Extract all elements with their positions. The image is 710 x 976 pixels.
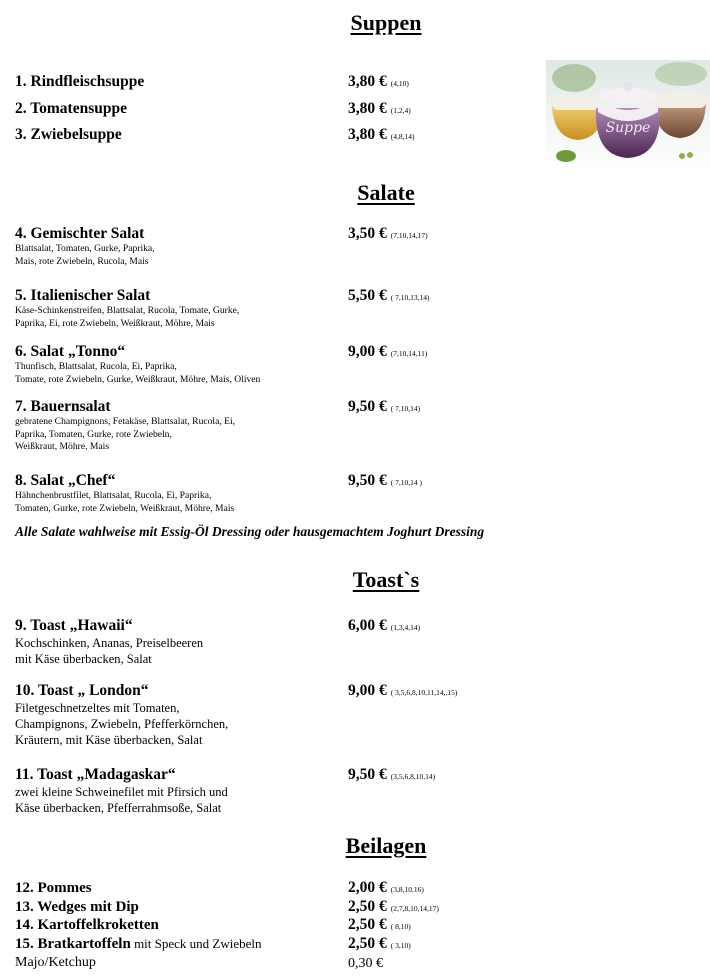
menu-item-price: 0,30 € — [348, 956, 383, 971]
menu-item-desc: zwei kleine Schweinefilet mit Pfirsich und — [15, 785, 228, 799]
menu-item-name: 5. Italienischer Salat — [15, 287, 151, 304]
soup-pots-photo — [546, 60, 710, 168]
menu-item — [15, 682, 345, 748]
menu-item-desc: Hähnchenbrustfilet, Blattsalat, Rucola, Ei, Paprika, — [15, 490, 212, 501]
menu-item-price: 9,50 € (3,5,6,8,10,14) — [348, 766, 436, 783]
menu-item-name: 6. Salat „Tonno“ — [15, 343, 126, 360]
menu-item-desc: Tomate, rote Zwiebeln, Gurke, Weißkraut, Möhre, Mais, Oliven — [15, 373, 261, 385]
menu-item — [15, 343, 345, 386]
menu-item-desc: Thunfisch, Blattsalat, Rucola, Ei, Paprika, — [15, 361, 177, 372]
dressing-note: Alle Salate wahlweise mit Essig-Öl Dressing oder hausgemachtem Joghurt Dressing — [15, 524, 485, 539]
menu-item-price: 2,50 € ( 3,10) — [348, 935, 411, 952]
section-title-toasts: Toast`s — [352, 567, 420, 592]
menu-item-desc: Paprika, Tomaten, Gurke, rote Zwiebeln, — [15, 428, 172, 440]
photo-label: Suppe — [605, 120, 651, 136]
menu-item-desc: Blattsalat, Tomaten, Gurke, Paprika, — [15, 243, 155, 254]
menu-item-name: 2. Tomatensuppe — [15, 100, 127, 117]
menu-item — [15, 225, 345, 268]
section-title-beilagen: Beilagen — [345, 833, 427, 858]
menu-item — [15, 287, 345, 330]
menu-item-desc: mit Käse überbacken, Salat — [15, 652, 152, 666]
menu-item — [15, 766, 345, 816]
menu-item-price: 2,50 € ( 8,10) — [348, 916, 411, 933]
menu-item-price: 3,80 € (4,10) — [348, 73, 409, 90]
menu-item-desc: Champignons, Zwiebeln, Pfefferkörnchen, — [15, 717, 229, 731]
menu-item-name: Majo/Ketchup — [15, 955, 96, 970]
menu-item — [15, 398, 345, 454]
menu-item-price: 2,00 € (3,8,10,16) — [348, 879, 424, 896]
menu-item-price: 5,50 € ( 7,10,13,14) — [348, 287, 430, 304]
menu-item-name: 1. Rindfleischsuppe — [15, 73, 145, 90]
menu-item-desc: Tomaten, Gurke, rote Zwiebeln, Weißkraut, Möhre, Mais — [15, 502, 235, 514]
menu-item-desc: Kochschinken, Ananas, Preiselbeeren — [15, 636, 204, 650]
menu-item-name: 15. Bratkartoffeln mit Speck und Zwiebeln — [15, 936, 262, 952]
menu-item-price: 9,00 € ( 3,5,6,8,10,11,14,,15) — [348, 682, 458, 699]
menu-item-desc: Paprika, Ei, rote Zwiebeln, Weißkraut, Möhre, Mais — [15, 317, 215, 329]
menu-item-desc: Kräutern, mit Käse überbacken, Salat — [15, 733, 203, 747]
menu-item-name: 11. Toast „Madagaskar“ — [15, 766, 176, 783]
section-title-salate: Salate — [357, 180, 415, 205]
menu-item-price: 9,00 € (7,10,14,11) — [348, 343, 428, 360]
menu-item-desc: Filetgeschnetzeltes mit Tomaten, — [15, 701, 180, 715]
menu-item-name: 10. Toast „ London“ — [15, 682, 149, 699]
menu-item-desc: Mais, rote Zwiebeln, Rucola, Mais — [15, 255, 149, 267]
menu-item-price: 9,50 € ( 7,10,14) — [348, 398, 421, 415]
menu-item-name: 9. Toast „Hawaii“ — [15, 617, 133, 634]
menu-item-desc: Käse überbacken, Pfefferrahmsoße, Salat — [15, 801, 222, 815]
menu-item-name: 14. Kartoffelkroketten — [15, 917, 159, 933]
menu-item-desc: Käse-Schinkenstreifen, Blattsalat, Rucola, Tomate, Gurke, — [15, 305, 240, 316]
menu-item-price: 3,80 € (1,2,4) — [348, 100, 411, 117]
menu-item-price: 3,80 € (4,8,14) — [348, 126, 415, 143]
menu-item-name: 7. Bauernsalat — [15, 398, 111, 415]
menu-item-price: 3,50 € (7,10,14,17) — [348, 225, 428, 242]
menu-item-name: 8. Salat „Chef“ — [15, 472, 116, 489]
menu-item-desc: Weißkraut, Möhre, Mais — [15, 441, 110, 452]
menu-item-price: 2,50 € (2,7,8,10,14,17) — [348, 898, 439, 915]
menu-item-price: 6,00 € (1,3,4,14) — [348, 617, 421, 634]
menu-item-name: 12. Pommes — [15, 880, 92, 896]
menu-item — [15, 617, 345, 667]
menu-item-name: 13. Wedges mit Dip — [15, 899, 139, 915]
section-title-suppen: Suppen — [350, 10, 422, 35]
menu-item-price: 9,50 € ( 7,10,14 ) — [348, 472, 422, 489]
menu-item — [15, 472, 345, 515]
menu-item-desc: gebratene Champignons, Fetakäse, Blattsalat, Rucola, Ei, — [15, 416, 236, 427]
menu-item-name: 4. Gemischter Salat — [15, 225, 145, 242]
menu-item-name: 3. Zwiebelsuppe — [15, 126, 122, 143]
